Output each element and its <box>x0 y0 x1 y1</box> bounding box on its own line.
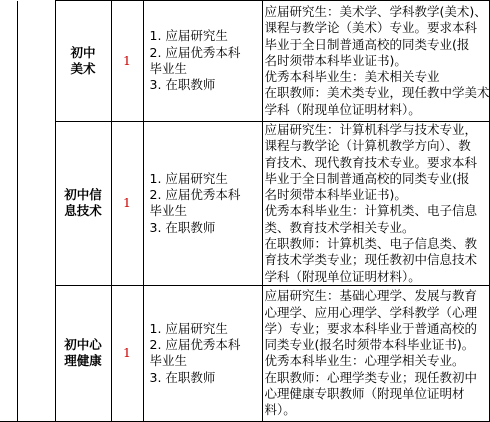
sources-cell <box>143 122 262 286</box>
merged-blank-cell <box>17 1 55 422</box>
requirement-line: 在职教师：美术类专业，现任教中学美术 <box>264 85 490 101</box>
subject-cell <box>55 285 111 421</box>
subject-line: 理健康 <box>64 353 102 369</box>
requirement-line: 类、教育技术学相关专业。 <box>264 219 415 235</box>
source-line: 3. 在职教师 <box>149 219 216 235</box>
subject-cell <box>55 122 111 286</box>
table-row <box>0 285 489 421</box>
requirement-line: 课程与教学论（计算机教学方向）、教 <box>264 138 471 154</box>
requirement-line: 学科（附现单位证明材料）。 <box>264 268 421 284</box>
requirement-line: 在职教师：心理学类专业；现任教初中 <box>264 369 478 385</box>
table-row <box>0 122 489 286</box>
sources-cell <box>143 1 262 122</box>
requirements-cell <box>262 1 489 122</box>
requirement-line: 课程与教学论（美术）专业。要求本科 <box>264 20 478 36</box>
table-left-edge-cell <box>0 1 17 422</box>
source-line: 2. 应届优秀本科 <box>149 44 241 60</box>
requirement-line: 育技术、现代教育技术专业。要求本科 <box>264 154 478 170</box>
subject-line: 息技术 <box>64 203 102 219</box>
subject-cell <box>55 1 111 122</box>
requirement-line: 名时须带本科毕业证书)。 <box>264 187 407 203</box>
subject-line: 初中心 <box>64 337 102 353</box>
source-line: 2. 应届优秀本科 <box>149 187 241 203</box>
source-line: 3. 在职教师 <box>149 77 216 93</box>
requirements-cell <box>262 122 489 286</box>
count-cell: 1 <box>111 122 143 286</box>
source-line: 毕业生 <box>149 61 188 76</box>
requirement-line: 心理学、应用心理学、学科教学（心理 <box>264 304 478 320</box>
requirement-line: 心理健康专职教师（附现单位证明材 <box>264 386 465 402</box>
requirement-line: 优秀本科毕业生：心理学相关专业。 <box>264 353 465 369</box>
subject-line: 初中信 <box>64 187 102 203</box>
source-line: 毕业生 <box>149 203 188 219</box>
requirement-line: 应届研究生：基础心理学、发展与教育 <box>264 288 478 304</box>
table-row <box>0 1 489 122</box>
requirement-line: 料）。 <box>264 402 296 418</box>
subject-line: 初中 <box>70 44 96 60</box>
requirement-line: 在职教师：计算机类、电子信息类、教 <box>264 236 478 252</box>
source-line: 毕业生 <box>149 353 188 369</box>
source-line: 3. 在职教师 <box>149 369 216 385</box>
requirement-line: 优秀本科毕业生：计算机类、电子信息 <box>264 203 478 219</box>
requirement-line: 名时须带本科毕业证书)。 <box>264 52 407 68</box>
requirement-line: 育技术学类专业；现任教初中信息技术 <box>264 252 478 268</box>
requirement-line: 毕业于全日制普通高校的同类专业(报 <box>264 170 470 186</box>
requirement-line: 优秀本科毕业生：美术相关专业 <box>264 69 440 85</box>
source-line: 2. 应届优秀本科 <box>149 337 241 353</box>
requirement-line: 应届研究生：计算机科学与技术专业， <box>264 122 478 137</box>
requirement-line: 学科（附现单位证明材料）。 <box>264 101 421 117</box>
count-cell: 1 <box>111 1 143 122</box>
source-line: 1. 应届研究生 <box>149 170 228 186</box>
requirement-line: 应届研究生：美术学、学科教学(美术)、 <box>264 3 487 19</box>
requirement-line: 学）专业；要求本科毕业于普通高校的 <box>264 320 478 336</box>
sources-cell <box>143 285 262 421</box>
requirement-line: 同类专业(报名时须带本科毕业证书)。 <box>264 337 475 353</box>
requirements-cell <box>262 285 489 421</box>
requirement-line: 毕业于全日制普通高校的同类专业(报 <box>264 36 470 52</box>
subject-line: 美术 <box>70 61 96 76</box>
source-line: 1. 应届研究生 <box>149 320 228 336</box>
source-line: 1. 应届研究生 <box>149 28 228 44</box>
count-cell: 1 <box>111 285 143 421</box>
